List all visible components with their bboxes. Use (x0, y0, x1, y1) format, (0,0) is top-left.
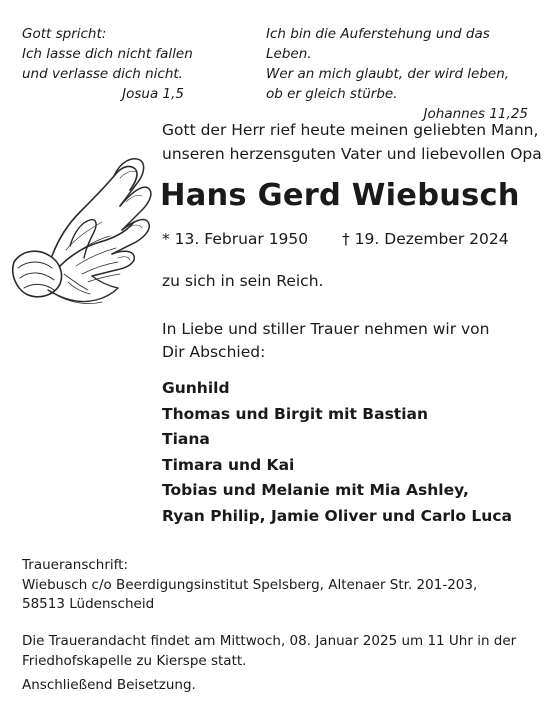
address-label: Traueranschrift: (22, 557, 128, 573)
quote-right-line: Wer an mich glaubt, der wird leben, (266, 66, 510, 82)
abschied-line: Dir Abschied: (162, 343, 266, 361)
family-list (162, 376, 512, 529)
family-member: Tobias und Melanie mit Mia Ashley, (162, 481, 469, 499)
family-member: Gunhild (162, 379, 230, 397)
life-dates (162, 230, 509, 248)
service-line: Friedhofskapelle zu Kierspe statt. (22, 652, 247, 669)
reich-text: zu sich in sein Reich. (162, 272, 324, 290)
abschied-line: In Liebe und stiller Trauer nehmen wir von (162, 320, 490, 338)
quote-left-line: Ich lasse dich nicht fallen (22, 46, 193, 62)
quote-left-reference: Josua 1,5 (122, 86, 184, 102)
address-line: Wiebusch c/o Beerdigungsinstitut Spelsberg, Altenaer Str. 201-203, (22, 576, 478, 593)
quote-right-reference: Johannes 11,25 (423, 106, 528, 122)
family-member: Timara und Kai (162, 455, 295, 474)
abschied-text (162, 318, 532, 364)
quote-left-line: und verlasse dich nicht. (22, 66, 183, 82)
birth-date: * 13. Februar 1950 (162, 230, 309, 248)
intro-line: unseren herzensguten Vater und liebevollen Opa (162, 145, 542, 163)
mourning-address (22, 556, 477, 615)
family-member: Tiana (162, 430, 210, 448)
intro-line: Gott der Herr rief heute meinen geliebten Mann, (162, 121, 539, 139)
quote-right-line: Ich bin die Auferstehung und das Leben. (266, 26, 490, 62)
quote-right (266, 24, 528, 124)
quote-left (22, 24, 222, 104)
quote-left-line: Gott spricht: (22, 26, 107, 42)
deceased-name: Hans Gerd Wiebusch (160, 178, 520, 213)
family-member: Thomas und Birgit mit Bastian (162, 404, 429, 423)
death-date: † 19. Dezember 2024 (342, 230, 509, 248)
family-member: Ryan Philip, Jamie Oliver und Carlo Luca (162, 506, 512, 525)
address-line: 58513 Lüdenscheid (22, 596, 155, 612)
service-info (22, 632, 522, 696)
quote-right-line: ob er gleich stürbe. (266, 86, 398, 102)
service-line: Die Trauerandacht findet am Mittwoch, 08. Januar 2025 um 11 Uhr in der (22, 633, 517, 649)
burial-note: Anschließend Beisetzung. (22, 677, 196, 693)
praying-hands-icon (8, 150, 156, 310)
intro-text (162, 118, 542, 166)
